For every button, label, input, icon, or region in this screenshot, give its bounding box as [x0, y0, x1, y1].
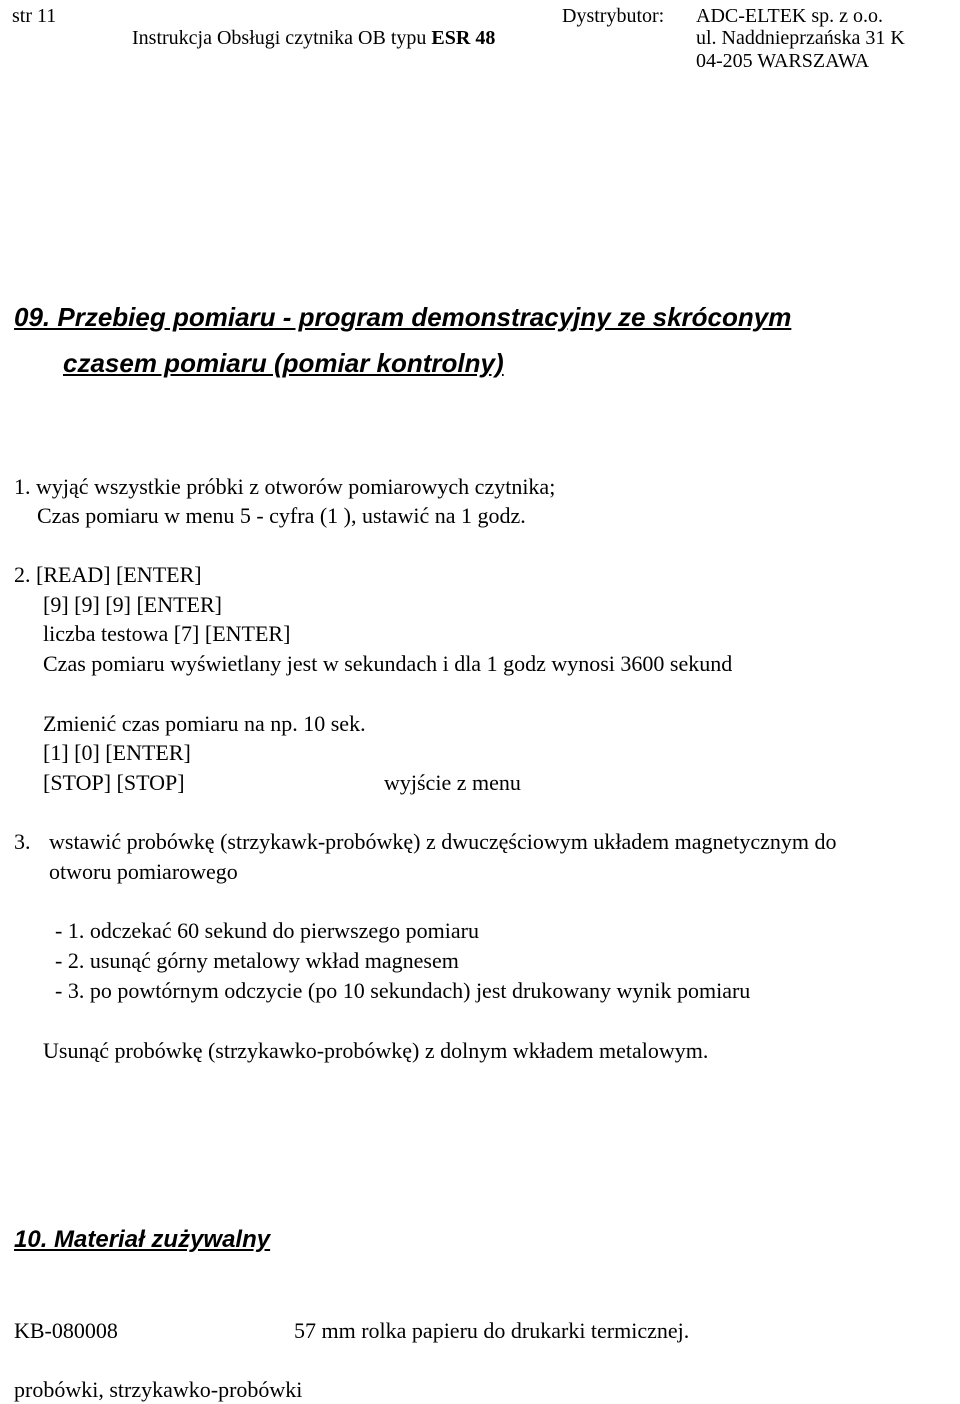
step-2-line7: [STOP] [STOP] — [43, 770, 185, 795]
section-9-title-line1: 09. Przebieg pomiaru - program demonstracyjny ze skróconym — [14, 302, 792, 332]
step-2-line5: Zmienić czas pomiaru na np. 10 sek. — [43, 711, 366, 736]
step-2-exit-note: wyjście z menu — [384, 770, 521, 795]
manual-title — [132, 26, 495, 50]
step-3-sub-1: - 1. odczekać 60 sekund do pierwszego pomiaru — [55, 918, 479, 943]
step-1-line2: Czas pomiaru w menu 5 - cyfra (1 ), ustawić na 1 godz. — [37, 503, 526, 528]
manual-title-prefix: Instrukcja Obsługi czytnika OB typu — [132, 27, 432, 49]
distributor-street: ul. Naddnieprzańska 31 K — [696, 27, 905, 49]
consumable-code: KB-080008 — [14, 1318, 118, 1343]
consumable-description: 57 mm rolka papieru do drukarki termicznej. — [294, 1318, 690, 1343]
step-3-sub-2: - 2. usunąć górny metalowy wkład magnesem — [55, 948, 459, 973]
distributor-city: 04-205 WARSZAWA — [696, 50, 870, 72]
step-1-line1: 1. wyjąć wszystkie próbki z otworów pomiarowych czytnika; — [14, 474, 556, 499]
step-3-line1: wstawić probówkę (strzykawk-probówkę) z dwuczęściowym układem magnetycznym do — [49, 829, 837, 854]
section-9-title-line2: czasem pomiaru (pomiar kontrolny) — [63, 348, 504, 378]
step-2-line1: 2. [READ] [ENTER] — [14, 562, 202, 587]
manual-model: ESR 48 — [431, 27, 496, 49]
step-2-line2: [9] [9] [9] [ENTER] — [43, 592, 222, 617]
page-number: str 11 — [12, 5, 57, 27]
step-2-line4: Czas pomiaru wyświetlany jest w sekundach i dla 1 godz wynosi 3600 sekund — [43, 651, 733, 676]
step-3-final: Usunąć probówkę (strzykawko-probówkę) z dolnym wkładem metalowym. — [43, 1038, 709, 1063]
step-2-line6: [1] [0] [ENTER] — [43, 740, 191, 765]
step-2-line3: liczba testowa [7] [ENTER] — [43, 621, 291, 646]
consumable-item-2: probówki, strzykawko-probówki — [14, 1377, 303, 1402]
step-3-number: 3. — [14, 829, 31, 854]
section-10-title: 10. Materiał zużywalny — [14, 1226, 271, 1253]
step-3-line2: otworu pomiarowego — [49, 859, 238, 884]
distributor-label: Dystrybutor: — [562, 5, 665, 27]
step-3-sub-3: - 3. po powtórnym odczycie (po 10 sekundach) jest drukowany wynik pomiaru — [55, 978, 751, 1003]
distributor-name: ADC-ELTEK sp. z o.o. — [696, 5, 884, 27]
